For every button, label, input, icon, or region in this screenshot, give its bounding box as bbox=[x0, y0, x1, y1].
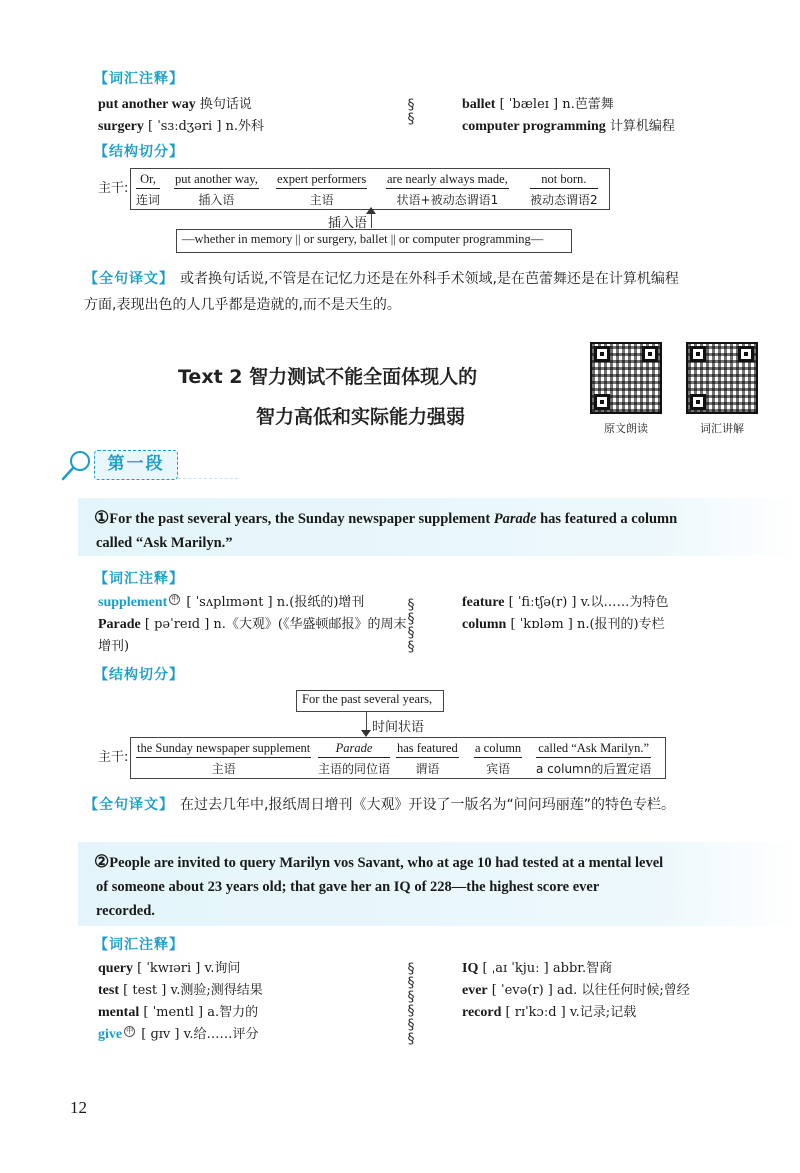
paragraph-tab: 第一段 bbox=[94, 450, 178, 480]
translation: 【全句译文】 在过去几年中,报纸周日增刊《大观》开设了一版名为“问问玛丽莲”的特色专栏。 bbox=[84, 797, 675, 813]
insert-text: —whether in memory || or surgery, ballet || or computer programming— bbox=[182, 232, 544, 246]
sentence-2: ②People are invited to query Marilyn vos Savant, who at age 10 had tested at a mental level of someone about 23 years old; that gave her an IQ of 228—the highest score ever recorded. bbox=[78, 842, 800, 926]
segment: a column 宾语 bbox=[475, 741, 522, 776]
wave-divider: § § § § § § bbox=[407, 961, 415, 1047]
insert-label: 插入语 bbox=[328, 216, 368, 231]
vocab-label: 【词汇注释】 bbox=[94, 71, 184, 87]
vocab-entry: ever [ ˈevə(r) ] ad. 以往任何时候;曾经 bbox=[462, 983, 690, 998]
qr-code-vocab[interactable] bbox=[686, 342, 758, 414]
wave-divider: § § § § bbox=[407, 597, 415, 655]
vocab-entry: give 中 [ ɡɪv ] v.给……评分 bbox=[98, 1026, 259, 1042]
segment: called “Ask Marilyn.” a column的后置定语 bbox=[536, 741, 652, 776]
vocab-entry: query [ ˈkwɪəri ] v.询问 bbox=[98, 961, 241, 976]
qr-code-reading[interactable] bbox=[590, 342, 662, 414]
segment: Parade 主语的同位语 bbox=[318, 741, 391, 776]
arrow-up-icon bbox=[366, 207, 376, 214]
vocab-entry: 增刊) bbox=[98, 639, 130, 654]
segment: are nearly always made, 状语+被动态谓语1 bbox=[387, 172, 508, 207]
text-title-line1: Text 2 智力测试不能全面体现人的 bbox=[178, 366, 478, 388]
exam-badge-icon: 中 bbox=[171, 594, 179, 603]
heading-underline bbox=[178, 478, 238, 479]
segment: not born. 被动态谓语2 bbox=[530, 172, 598, 207]
vocab-list-right bbox=[462, 592, 669, 636]
adverbial-text: For the past several years, bbox=[302, 692, 433, 706]
vocab-entry: supplement 中 [ ˈsʌplɪmənt ] n.(报纸的)增刊 bbox=[98, 594, 365, 610]
vocab-label: 【词汇注释】 bbox=[94, 571, 184, 587]
vocab-entry: surgery [ ˈsɜːdʒəri ] n.外科 bbox=[98, 119, 265, 134]
exam-badge-icon: 中 bbox=[126, 1026, 134, 1035]
segment: Or, 连词 bbox=[136, 172, 161, 207]
vocab-label: 【词汇注释】 bbox=[94, 937, 184, 953]
vocab-list-right bbox=[462, 94, 675, 138]
paragraph-heading bbox=[60, 448, 165, 482]
vocab-entry: Parade [ pəˈreɪd ] n.《大观》(《华盛顿邮报》的周末 bbox=[98, 617, 407, 632]
adverbial-label: 时间状语 bbox=[372, 720, 425, 735]
structure-label: 【结构切分】 bbox=[94, 667, 184, 683]
vocab-entry: IQ [ ˌaɪ ˈkjuː ] abbr.智商 bbox=[462, 961, 613, 976]
arrow-line bbox=[371, 212, 372, 228]
vocab-list-left bbox=[98, 94, 264, 138]
main-label: 主干: bbox=[98, 750, 129, 765]
vocab-entry: test [ test ] v.测验;测得结果 bbox=[98, 983, 263, 998]
structure-label: 【结构切分】 bbox=[94, 144, 184, 160]
qr-label-vocab: 词汇讲解 bbox=[700, 422, 744, 435]
segment: expert performers 主语 bbox=[277, 172, 367, 207]
main-label: 主干: bbox=[98, 181, 129, 196]
segment: put another way, 插入语 bbox=[175, 172, 258, 207]
qr-label-reading: 原文朗读 bbox=[604, 422, 648, 435]
sentence-1: ①For the past several years, the Sunday newspaper supplement Parade has featured a column called “Ask Marilyn.” bbox=[78, 498, 800, 556]
wave-divider: § § bbox=[407, 97, 415, 127]
vocab-entry: put another way 换句话说 bbox=[98, 97, 252, 112]
vocab-entry: column [ ˈkɒləm ] n.(报刊的)专栏 bbox=[462, 617, 665, 632]
text-title-line2: 智力高低和实际能力强弱 bbox=[256, 406, 466, 428]
vocab-entry: feature [ ˈfiːtʃə(r) ] v.以……为特色 bbox=[462, 595, 669, 610]
arrow-down-icon bbox=[361, 730, 371, 737]
vocab-entry: computer programming 计算机编程 bbox=[462, 119, 675, 134]
vocab-entry: mental [ ˈmentl ] a.智力的 bbox=[98, 1005, 259, 1020]
page-number: 12 bbox=[70, 1098, 87, 1117]
magnifier-icon bbox=[60, 448, 94, 482]
vocab-entry: ballet [ ˈbæleɪ ] n.芭蕾舞 bbox=[462, 97, 614, 112]
translation: 【全句译文】 或者换句话说,不管是在记忆力还是在外科手术领域,是在芭蕾舞还是在计算机编程 方面,表现出色的人几乎都是造就的,而不是天生的。 bbox=[84, 271, 679, 313]
arrow-line bbox=[366, 712, 367, 732]
segment: the Sunday newspaper supplement 主语 bbox=[137, 741, 311, 776]
vocab-entry: record [ rɪˈkɔːd ] v.记录;记载 bbox=[462, 1005, 637, 1020]
vocab-list-left bbox=[98, 958, 263, 1046]
vocab-list-right bbox=[462, 958, 690, 1024]
vocab-list-left bbox=[98, 592, 407, 658]
segment: has featured 谓语 bbox=[397, 741, 458, 776]
